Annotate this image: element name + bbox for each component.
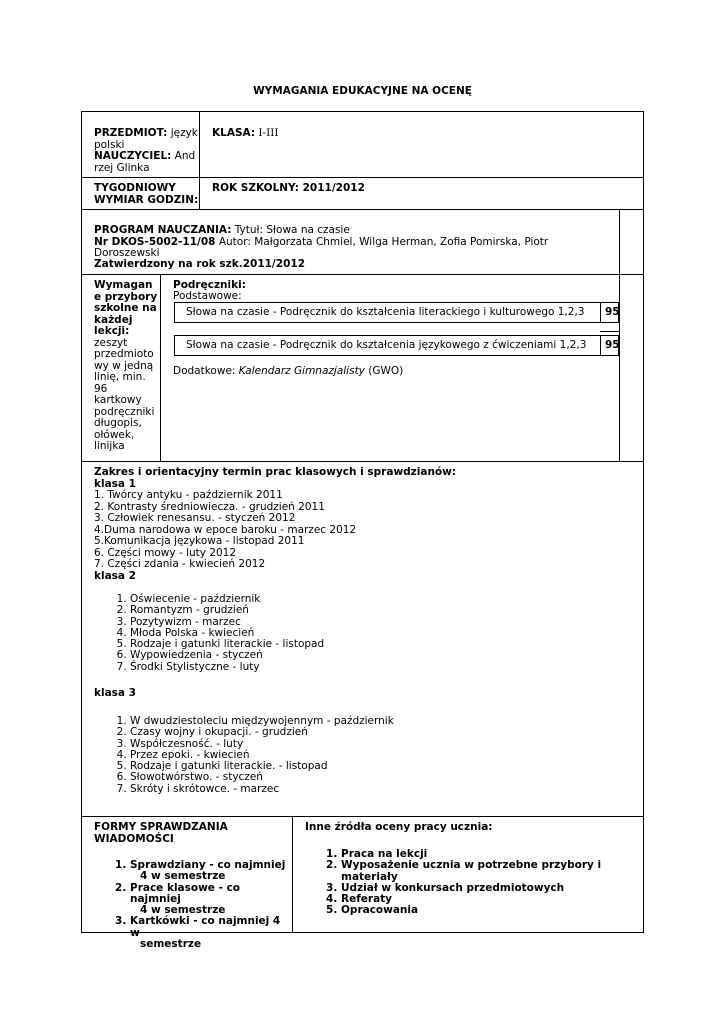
table-border-left (81, 111, 82, 933)
przedmiot-label: PRZEDMIOT: (94, 127, 168, 139)
klasa-1-item: 3. Człowiek renesansu. - styczeń 2012 (94, 512, 296, 524)
tygodniowy-cell (94, 183, 198, 206)
przybory-line: zeszyt (94, 336, 128, 349)
program-title: Tytuł: Słowa na czasie (231, 224, 350, 236)
book-1-number: 95 (605, 306, 620, 318)
col-divider (160, 274, 161, 461)
klasa-2-item: 7. Środki Stylistyczne - luty (130, 662, 634, 673)
document-title: WYMAGANIA EDUKACYJNE NA OCENĘ (253, 85, 472, 97)
klasa-2-item: 6. Wypowiedzenia - styczeń (130, 650, 634, 661)
nauczyciel-value: And (171, 150, 196, 162)
program-label: PROGRAM NAUCZANIA: (94, 224, 232, 236)
przedmiot-value: język (167, 127, 198, 139)
klasa-3-item: 1. W dwudziestoleciu międzywojennym - październik (130, 716, 634, 727)
formy-item-text: 4 w semestrze (140, 870, 226, 883)
program-autor: Autor: Małgorzata Chmiel, Wilga Herman, Zofia Pomirska, Piotr Doroszewski (94, 235, 549, 259)
klasa-3-item: 2. Czasy wojny i okupacji. - grudzień (130, 727, 634, 738)
nauczyciel-value-2: rzej Glinka (94, 161, 150, 174)
przybory-line: 96 (94, 382, 108, 395)
klasa-3-item: 7. Skróty i skrótowce. - marzec (130, 784, 634, 795)
row-divider (81, 177, 644, 178)
przybory-line: ołówek, (94, 428, 135, 441)
przybory-line: e przybory (94, 290, 158, 303)
col-divider (619, 209, 620, 461)
book-1-divider (600, 302, 601, 323)
table-border-right (643, 111, 644, 933)
przybory-line: Wymagan (94, 279, 153, 291)
formy-heading (94, 822, 228, 845)
klasa-3-item: 3. Współczesność. - luty (130, 739, 634, 750)
klasa-value: I-III (255, 127, 279, 139)
tygodniowy-label-2: WYMIAR GODZIN: (94, 193, 199, 206)
klasa-1-label: klasa 1 (94, 477, 136, 490)
rok-szkolny: ROK SZKOLNY: 2011/2012 (212, 182, 365, 194)
przybory-line: linijka (94, 440, 125, 452)
przybory-line: kartkowy (94, 394, 142, 406)
klasa-1-item: 2. Kontrasty średniowiecza. - grudzień 2011 (94, 500, 325, 513)
formy-list (94, 860, 289, 950)
klasa-1-item: 5.Komunikacja językowa - listopad 2011 (94, 535, 305, 547)
klasa-2-item: 1. Oświecenie - październik (130, 594, 634, 605)
zakres-section (94, 467, 634, 582)
przybory-line: wy w jedną (94, 359, 154, 372)
col-divider (292, 816, 293, 932)
book-gap-line (600, 331, 619, 332)
dodatkowe-suffix: (GWO) (364, 365, 404, 377)
klasa-3-label: klasa 3 (94, 687, 136, 699)
przybory-heading (94, 280, 158, 338)
klasa-cell (212, 128, 279, 140)
klasa-2-item: 5. Rodzaje i gatunki literackie - listopad (130, 639, 634, 650)
inne-item: 2. Wyposażenie ucznia w potrzebne przybory i materiały (341, 860, 640, 883)
klasa-2-list (94, 594, 634, 673)
formy-heading-1: FORMY SPRAWDZANIA (94, 821, 228, 833)
dodatkowe-title: Kalendarz Gimnazjalisty (238, 365, 365, 377)
klasa-1-item: 6. Części mowy - luty 2012 (94, 546, 237, 559)
przedmiot-cell (94, 128, 198, 174)
book-2-divider (600, 335, 601, 356)
formy-item (130, 860, 289, 883)
formy-item-text: Sprawdziany - co najmniej (130, 859, 286, 871)
book-2-number: 95 (605, 339, 620, 351)
row-divider (81, 816, 644, 817)
klasa-label: KLASA: (212, 127, 256, 139)
table-border-top (81, 111, 644, 112)
book-1-title: Słowa na czasie - Podręcznik do kształcenia literackiego i kulturowego 1,2,3 (186, 306, 585, 318)
klasa-1-item: 1. Twórcy antyku - październik 2011 (94, 489, 283, 501)
formy-item-text: 4 w semestrze (140, 904, 226, 917)
klasa-2-item: 3. Pozytywizm - marzec (130, 617, 634, 628)
zatwierdzony: Zatwierdzony na rok szk.2011/2012 (94, 258, 305, 270)
podreczniki-label: Podręczniki: (173, 279, 246, 291)
zakres-heading: Zakres i orientacyjny termin prac klasowych i sprawdzianów: (94, 466, 457, 478)
inne-list (305, 849, 640, 917)
przybory-line: długopis, (94, 417, 142, 429)
dodatkowe (173, 366, 403, 378)
inne-item: 1. Praca na lekcji (341, 849, 640, 860)
formy-item-text: Kartkówki - co najmniej 4 w (130, 915, 281, 939)
formy-heading-2: WIADOMOŚCI (94, 832, 174, 845)
przybory-line: szkolne na (94, 302, 157, 314)
przedmiot-value-2: polski (94, 138, 125, 151)
program-cell (94, 225, 614, 260)
formy-item-text: semestrze (140, 938, 202, 951)
row-divider (81, 274, 644, 275)
podstawowe-label: Podstawowe: (173, 290, 242, 302)
przybory-line: podręczniki (94, 405, 155, 418)
inne-item: 5. Opracowania (341, 905, 640, 916)
inne-heading: Inne źródła oceny pracy ucznia: (305, 821, 493, 833)
przybory-line: przedmioto (94, 348, 154, 360)
przybory-line: każdej (94, 313, 133, 326)
book-2-title: Słowa na czasie - Podręcznik do kształcenia językowego z ćwiczeniami 1,2,3 (186, 339, 587, 351)
formy-item (130, 883, 289, 917)
klasa-3-item: 5. Rodzaje i gatunki literackie. - listopad (130, 761, 634, 772)
klasa-2-item: 2. Romantyzm - grudzień (130, 605, 634, 616)
formy-item (130, 916, 289, 950)
inne-item: 4. Referaty (341, 894, 640, 905)
row-divider (81, 209, 644, 210)
inne-item: 3. Udział w konkursach przedmiotowych (341, 883, 640, 894)
col-divider (199, 111, 200, 209)
klasa-1-item: 7. Części zdania - kwiecień 2012 (94, 558, 266, 570)
program-nr: Nr DKOS-5002-11/08 (94, 235, 216, 248)
przybory-cell (94, 280, 158, 453)
klasa-3-list (94, 716, 634, 795)
przybory-line: lekcji: (94, 325, 130, 337)
tygodniowy-label-1: TYGODNIOWY (94, 182, 176, 194)
row-divider (81, 461, 644, 462)
formy-item-text: Prace klasowe - co najmniej (130, 881, 241, 905)
klasa-1-item: 4.Duma narodowa w epoce baroku - marzec 2012 (94, 523, 357, 536)
klasa-3-item: 4. Przez epoki. - kwiecień (130, 750, 634, 761)
klasa-2-label: klasa 2 (94, 569, 136, 582)
klasa-3-item: 6. Słowotwórstwo. - styczeń (130, 772, 634, 783)
dodatkowe-prefix: Dodatkowe: (173, 365, 239, 377)
przybory-line: linię, min. (94, 371, 146, 383)
nauczyciel-label: NAUCZYCIEL: (94, 150, 172, 162)
klasa-2-item: 4. Młoda Polska - kwiecień (130, 628, 634, 639)
